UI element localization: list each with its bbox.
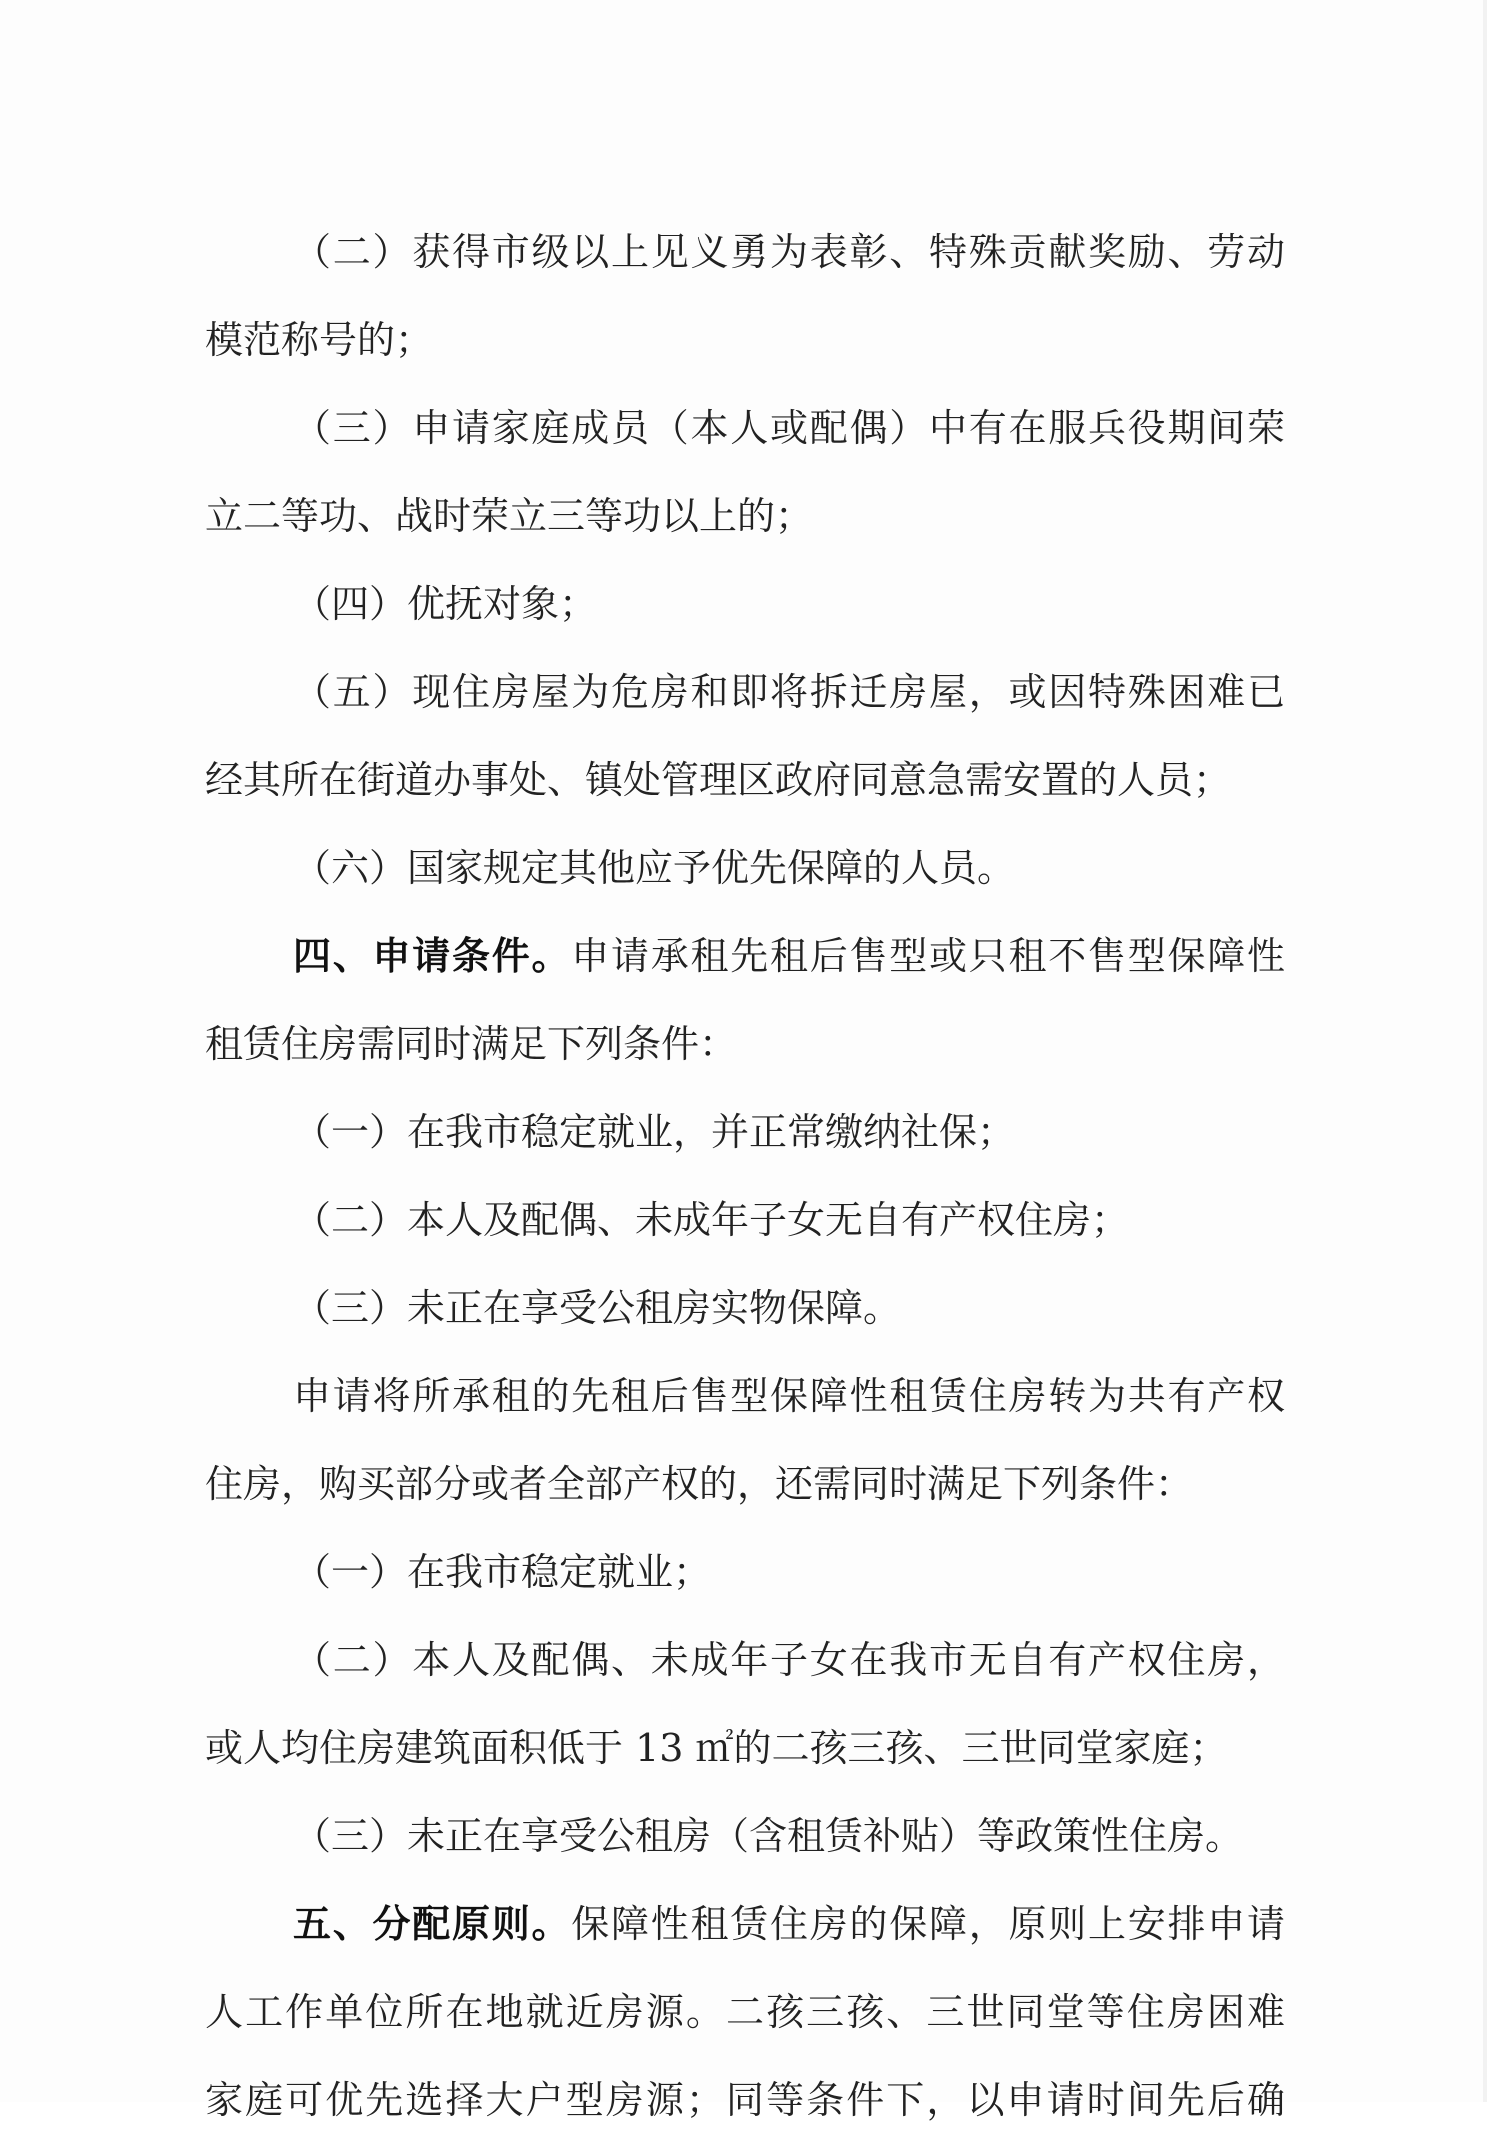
- section-heading: 四、申请条件。: [293, 934, 572, 978]
- line-text: 模范称号的；: [205, 318, 434, 362]
- text-line: [205, 1968, 1285, 2056]
- line-text: （三）未正在享受公租房（含租赁补贴）等政策性住房。: [293, 1814, 1244, 1858]
- text-line: [205, 736, 1285, 824]
- text-line: [205, 912, 1285, 1000]
- text-line: [205, 648, 1285, 736]
- line-text: 或人均住房建筑面积低于 13 ㎡的二孩三孩、三世同堂家庭；: [205, 1726, 1228, 1770]
- line-text: （一）在我市稳定就业，并正常缴纳社保；: [293, 1110, 1016, 1154]
- text-line: [205, 1616, 1285, 1704]
- text-line: [205, 1000, 1285, 1088]
- line-text: （二）本人及配偶、未成年子女在我市无自有产权住房，: [293, 1638, 1285, 1682]
- line-text: （三）申请家庭成员（本人或配偶）中有在服兵役期间荣: [293, 406, 1285, 450]
- text-line: [205, 824, 1285, 912]
- line-text: 申请承租先租后售型或只租不售型保障性: [571, 934, 1285, 978]
- line-text: （一）在我市稳定就业；: [293, 1550, 712, 1594]
- line-text: （六）国家规定其他应予优先保障的人员。: [293, 846, 1016, 890]
- line-text: （二）获得市级以上见义勇为表彰、特殊贡献奖励、劳动: [293, 230, 1285, 274]
- text-line: [205, 1088, 1285, 1176]
- line-text: 经其所在街道办事处、镇处管理区政府同意急需安置的人员；: [205, 758, 1232, 802]
- text-line: [205, 1704, 1285, 1792]
- text-line: [205, 208, 1285, 296]
- text-line: [205, 560, 1285, 648]
- text-line: [205, 1176, 1285, 1264]
- line-text: 立二等功、战时荣立三等功以上的；: [205, 494, 814, 538]
- text-line: [205, 1880, 1285, 1968]
- line-text: （二）本人及配偶、未成年子女无自有产权住房；: [293, 1198, 1130, 1242]
- line-text: 人工作单位所在地就近房源。二孩三孩、三世同堂等住房困难: [205, 1990, 1285, 2034]
- text-line: [205, 1264, 1285, 1352]
- line-text: 租赁住房需同时满足下列条件：: [205, 1022, 738, 1066]
- line-text: 申请将所承租的先租后售型保障性租赁住房转为共有产权: [293, 1374, 1285, 1418]
- line-text: （五）现住房屋为危房和即将拆迁房屋，或因特殊困难已: [293, 670, 1285, 714]
- text-line: [205, 2056, 1285, 2144]
- line-text: （三）未正在享受公租房实物保障。: [293, 1286, 902, 1330]
- text-line: [205, 384, 1285, 472]
- text-line: [205, 472, 1285, 560]
- line-text: 住房，购买部分或者全部产权的，还需同时满足下列条件：: [205, 1462, 1194, 1506]
- text-line: [205, 1352, 1285, 1440]
- scan-edge: [1483, 0, 1487, 2102]
- text-line: [205, 1440, 1285, 1528]
- text-line: [205, 1792, 1285, 1880]
- section-heading: 五、分配原则。: [293, 1902, 572, 1946]
- document-body: [205, 208, 1285, 2144]
- text-line: [205, 296, 1285, 384]
- line-text: 家庭可优先选择大户型房源；同等条件下，以申请时间先后确: [205, 2078, 1285, 2122]
- line-text: （四）优抚对象；: [293, 582, 598, 626]
- text-line: [205, 1528, 1285, 1616]
- line-text: 保障性租赁住房的保障，原则上安排申请: [571, 1902, 1285, 1946]
